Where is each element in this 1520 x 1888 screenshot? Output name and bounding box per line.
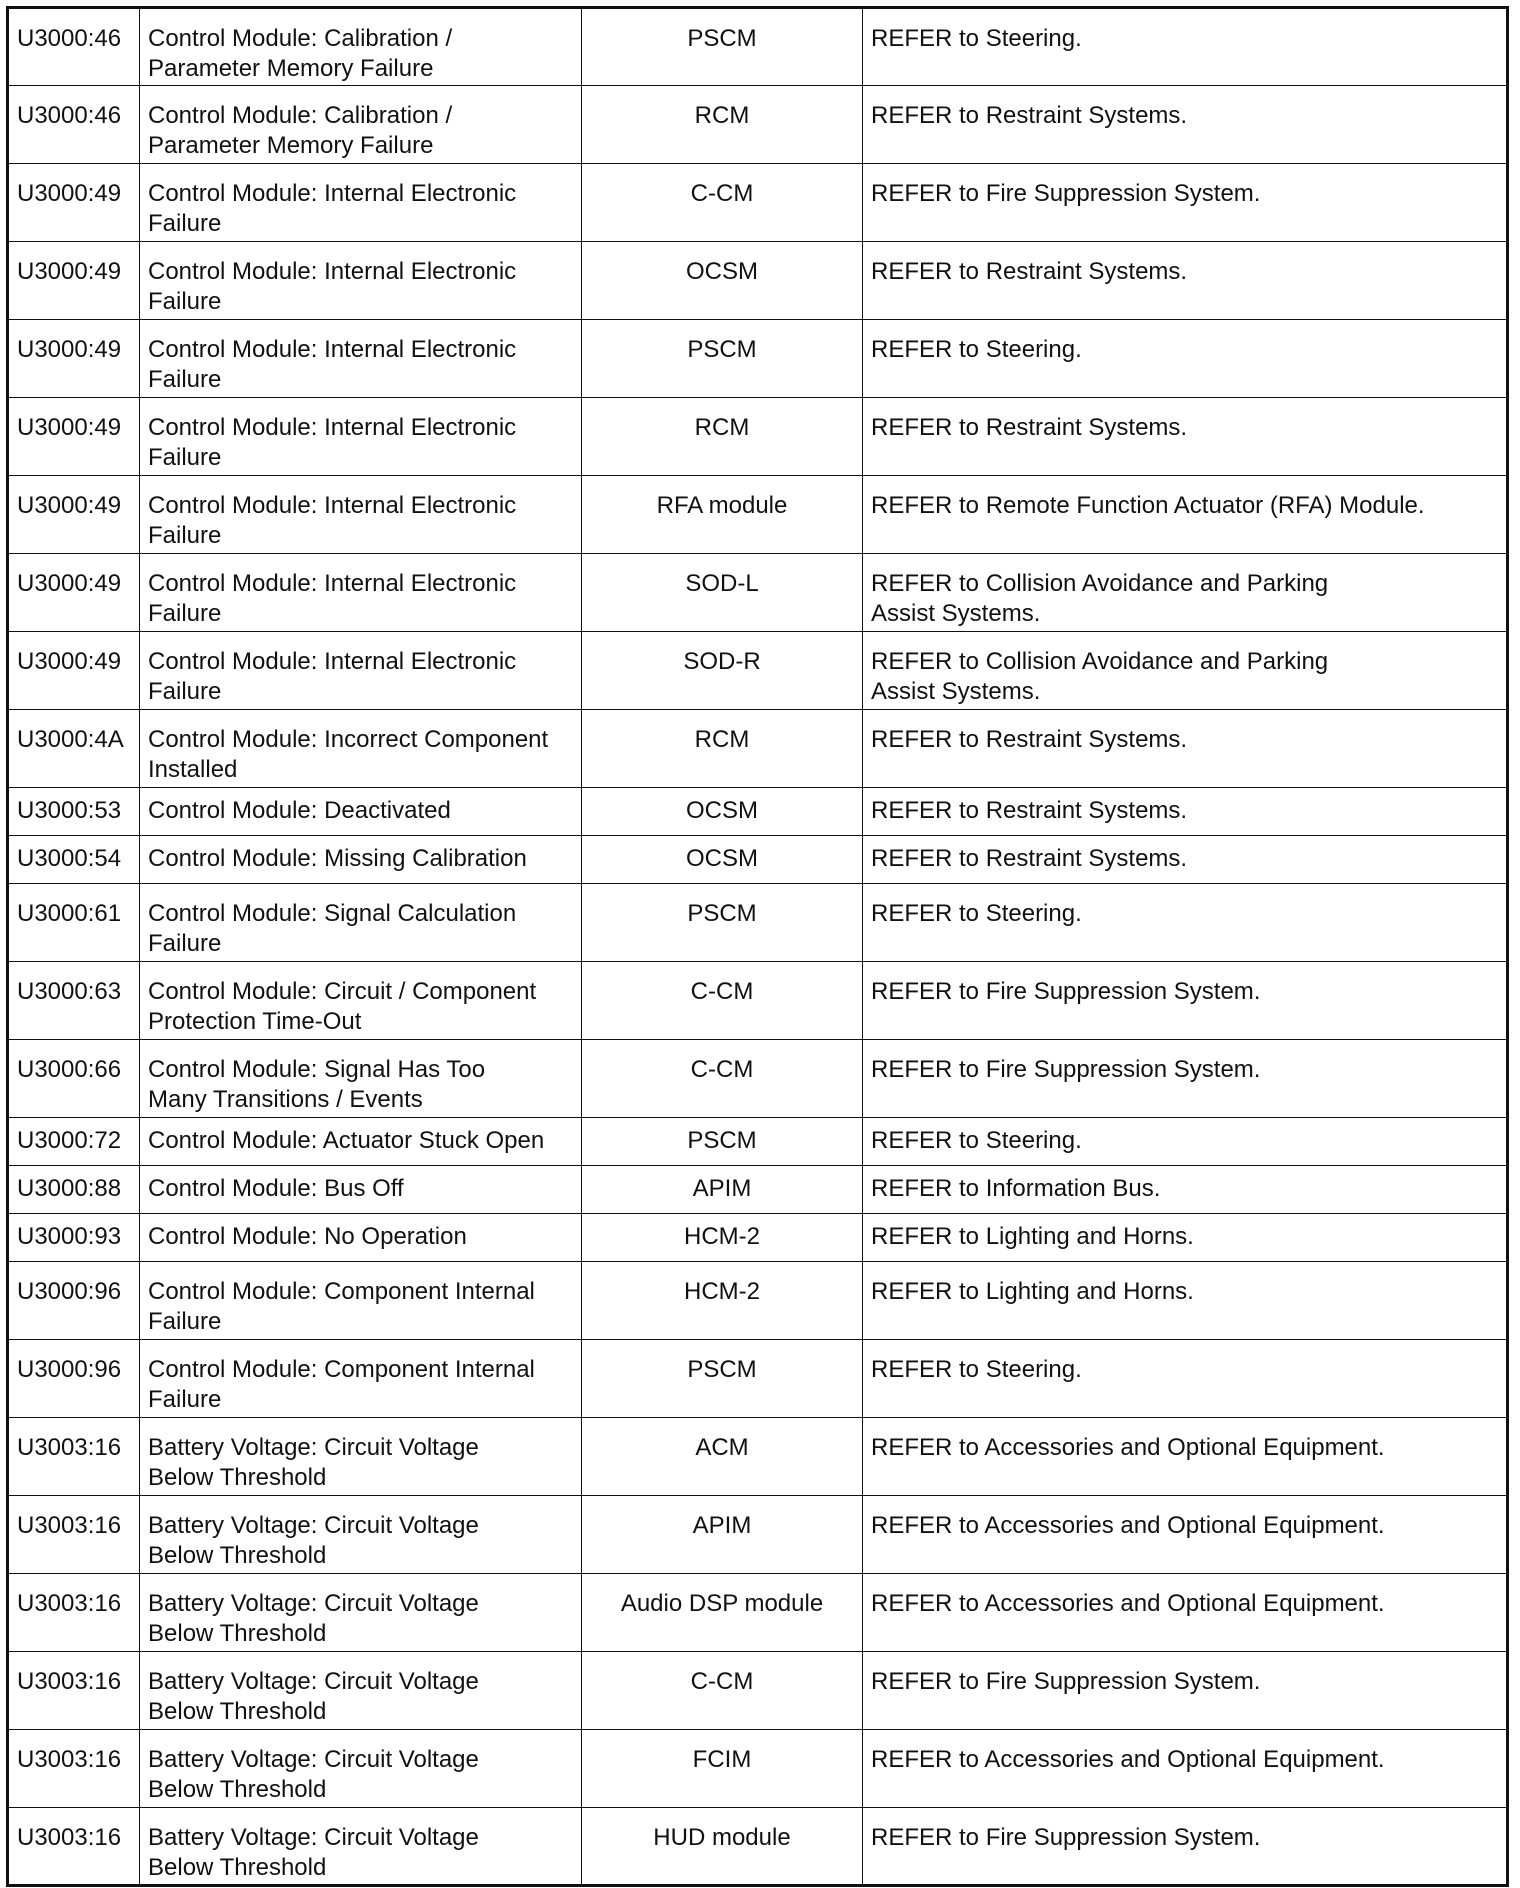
dtc-code-cell: U3000:49 [8, 242, 140, 320]
action-cell: REFER to Collision Avoidance and Parking Assist Systems. [863, 554, 1508, 632]
module-cell: APIM [582, 1496, 863, 1574]
table-row [8, 86, 1508, 164]
dtc-description-cell: Control Module: Actuator Stuck Open [140, 1118, 582, 1166]
dtc-description-cell: Control Module: Component Internal Failure [140, 1262, 582, 1340]
dtc-code-cell: U3000:49 [8, 320, 140, 398]
dtc-description-cell: Control Module: Internal Electronic Failure [140, 398, 582, 476]
dtc-description-cell: Control Module: Internal Electronic Failure [140, 242, 582, 320]
module-cell: OCSM [582, 788, 863, 836]
dtc-code-cell: U3003:16 [8, 1808, 140, 1886]
dtc-table-body [8, 8, 1508, 1886]
module-cell: SOD-L [582, 554, 863, 632]
module-cell: OCSM [582, 836, 863, 884]
table-row [8, 1040, 1508, 1118]
dtc-code-cell: U3000:49 [8, 476, 140, 554]
dtc-code-cell: U3000:49 [8, 632, 140, 710]
dtc-description-cell: Battery Voltage: Circuit Voltage Below Threshold [140, 1808, 582, 1886]
dtc-description-cell: Battery Voltage: Circuit Voltage Below Threshold [140, 1652, 582, 1730]
dtc-description-cell: Battery Voltage: Circuit Voltage Below Threshold [140, 1730, 582, 1808]
action-cell: REFER to Accessories and Optional Equipment. [863, 1418, 1508, 1496]
table-row [8, 1418, 1508, 1496]
table-row [8, 1652, 1508, 1730]
table-row [8, 8, 1508, 86]
action-cell: REFER to Restraint Systems. [863, 788, 1508, 836]
module-cell: HUD module [582, 1808, 863, 1886]
dtc-code-cell: U3000:49 [8, 164, 140, 242]
dtc-code-cell: U3003:16 [8, 1418, 140, 1496]
module-cell: RCM [582, 86, 863, 164]
dtc-code-cell: U3000:63 [8, 962, 140, 1040]
table-row [8, 632, 1508, 710]
dtc-description-cell: Battery Voltage: Circuit Voltage Below Threshold [140, 1496, 582, 1574]
action-cell: REFER to Steering. [863, 1340, 1508, 1418]
action-cell: REFER to Restraint Systems. [863, 86, 1508, 164]
action-cell: REFER to Accessories and Optional Equipment. [863, 1574, 1508, 1652]
action-cell: REFER to Steering. [863, 320, 1508, 398]
module-cell: RFA module [582, 476, 863, 554]
module-cell: PSCM [582, 1118, 863, 1166]
action-cell: REFER to Remote Function Actuator (RFA) Module. [863, 476, 1508, 554]
dtc-description-cell: Control Module: Signal Has Too Many Transitions / Events [140, 1040, 582, 1118]
action-cell: REFER to Information Bus. [863, 1166, 1508, 1214]
table-row [8, 1808, 1508, 1886]
action-cell: REFER to Accessories and Optional Equipment. [863, 1730, 1508, 1808]
dtc-description-cell: Battery Voltage: Circuit Voltage Below Threshold [140, 1574, 582, 1652]
module-cell: FCIM [582, 1730, 863, 1808]
dtc-description-cell: Control Module: Calibration / Parameter Memory Failure [140, 86, 582, 164]
table-row [8, 788, 1508, 836]
dtc-description-cell: Control Module: Internal Electronic Failure [140, 164, 582, 242]
action-cell: REFER to Fire Suppression System. [863, 1652, 1508, 1730]
dtc-description-cell: Control Module: Circuit / Component Protection Time-Out [140, 962, 582, 1040]
dtc-code-cell: U3000:46 [8, 86, 140, 164]
action-cell: REFER to Steering. [863, 8, 1508, 86]
table-row [8, 884, 1508, 962]
dtc-code-cell: U3000:88 [8, 1166, 140, 1214]
table-row [8, 164, 1508, 242]
dtc-code-cell: U3000:54 [8, 836, 140, 884]
dtc-description-cell: Control Module: Bus Off [140, 1166, 582, 1214]
dtc-code-cell: U3000:61 [8, 884, 140, 962]
dtc-code-cell: U3003:16 [8, 1652, 140, 1730]
table-row [8, 1496, 1508, 1574]
dtc-description-cell: Control Module: Internal Electronic Failure [140, 476, 582, 554]
dtc-description-cell: Control Module: Component Internal Failure [140, 1340, 582, 1418]
module-cell: RCM [582, 710, 863, 788]
dtc-code-cell: U3003:16 [8, 1574, 140, 1652]
action-cell: REFER to Fire Suppression System. [863, 1040, 1508, 1118]
action-cell: REFER to Restraint Systems. [863, 710, 1508, 788]
table-row [8, 1574, 1508, 1652]
action-cell: REFER to Lighting and Horns. [863, 1262, 1508, 1340]
dtc-code-cell: U3000:4A [8, 710, 140, 788]
dtc-code-cell: U3000:49 [8, 398, 140, 476]
action-cell: REFER to Steering. [863, 884, 1508, 962]
dtc-code-cell: U3000:66 [8, 1040, 140, 1118]
table-row [8, 962, 1508, 1040]
dtc-code-cell: U3000:96 [8, 1262, 140, 1340]
dtc-table [6, 6, 1509, 1887]
dtc-code-cell: U3000:53 [8, 788, 140, 836]
module-cell: C-CM [582, 962, 863, 1040]
dtc-description-cell: Control Module: Internal Electronic Failure [140, 320, 582, 398]
table-row [8, 242, 1508, 320]
module-cell: APIM [582, 1166, 863, 1214]
dtc-description-cell: Control Module: Internal Electronic Failure [140, 554, 582, 632]
action-cell: REFER to Fire Suppression System. [863, 962, 1508, 1040]
table-row [8, 836, 1508, 884]
module-cell: PSCM [582, 320, 863, 398]
dtc-description-cell: Control Module: Calibration / Parameter Memory Failure [140, 8, 582, 86]
action-cell: REFER to Restraint Systems. [863, 836, 1508, 884]
module-cell: PSCM [582, 1340, 863, 1418]
module-cell: Audio DSP module [582, 1574, 863, 1652]
table-row [8, 554, 1508, 632]
table-row [8, 1730, 1508, 1808]
action-cell: REFER to Restraint Systems. [863, 242, 1508, 320]
table-row [8, 1340, 1508, 1418]
action-cell: REFER to Collision Avoidance and Parking Assist Systems. [863, 632, 1508, 710]
table-row [8, 398, 1508, 476]
dtc-code-cell: U3000:46 [8, 8, 140, 86]
dtc-code-cell: U3003:16 [8, 1730, 140, 1808]
table-row [8, 710, 1508, 788]
module-cell: PSCM [582, 884, 863, 962]
module-cell: C-CM [582, 164, 863, 242]
dtc-code-cell: U3003:16 [8, 1496, 140, 1574]
dtc-description-cell: Control Module: Internal Electronic Failure [140, 632, 582, 710]
module-cell: HCM-2 [582, 1262, 863, 1340]
module-cell: OCSM [582, 242, 863, 320]
dtc-code-cell: U3000:93 [8, 1214, 140, 1262]
dtc-code-cell: U3000:49 [8, 554, 140, 632]
table-row [8, 320, 1508, 398]
dtc-description-cell: Control Module: Signal Calculation Failure [140, 884, 582, 962]
dtc-code-cell: U3000:72 [8, 1118, 140, 1166]
action-cell: REFER to Restraint Systems. [863, 398, 1508, 476]
module-cell: RCM [582, 398, 863, 476]
dtc-description-cell: Control Module: Deactivated [140, 788, 582, 836]
action-cell: REFER to Accessories and Optional Equipment. [863, 1496, 1508, 1574]
action-cell: REFER to Steering. [863, 1118, 1508, 1166]
dtc-code-cell: U3000:96 [8, 1340, 140, 1418]
dtc-description-cell: Control Module: No Operation [140, 1214, 582, 1262]
dtc-description-cell: Battery Voltage: Circuit Voltage Below Threshold [140, 1418, 582, 1496]
table-row [8, 1118, 1508, 1166]
module-cell: HCM-2 [582, 1214, 863, 1262]
table-row [8, 476, 1508, 554]
module-cell: C-CM [582, 1652, 863, 1730]
table-row [8, 1166, 1508, 1214]
action-cell: REFER to Fire Suppression System. [863, 1808, 1508, 1886]
table-row [8, 1214, 1508, 1262]
module-cell: PSCM [582, 8, 863, 86]
table-row [8, 1262, 1508, 1340]
module-cell: ACM [582, 1418, 863, 1496]
module-cell: C-CM [582, 1040, 863, 1118]
action-cell: REFER to Lighting and Horns. [863, 1214, 1508, 1262]
module-cell: SOD-R [582, 632, 863, 710]
dtc-description-cell: Control Module: Incorrect Component Installed [140, 710, 582, 788]
dtc-description-cell: Control Module: Missing Calibration [140, 836, 582, 884]
action-cell: REFER to Fire Suppression System. [863, 164, 1508, 242]
